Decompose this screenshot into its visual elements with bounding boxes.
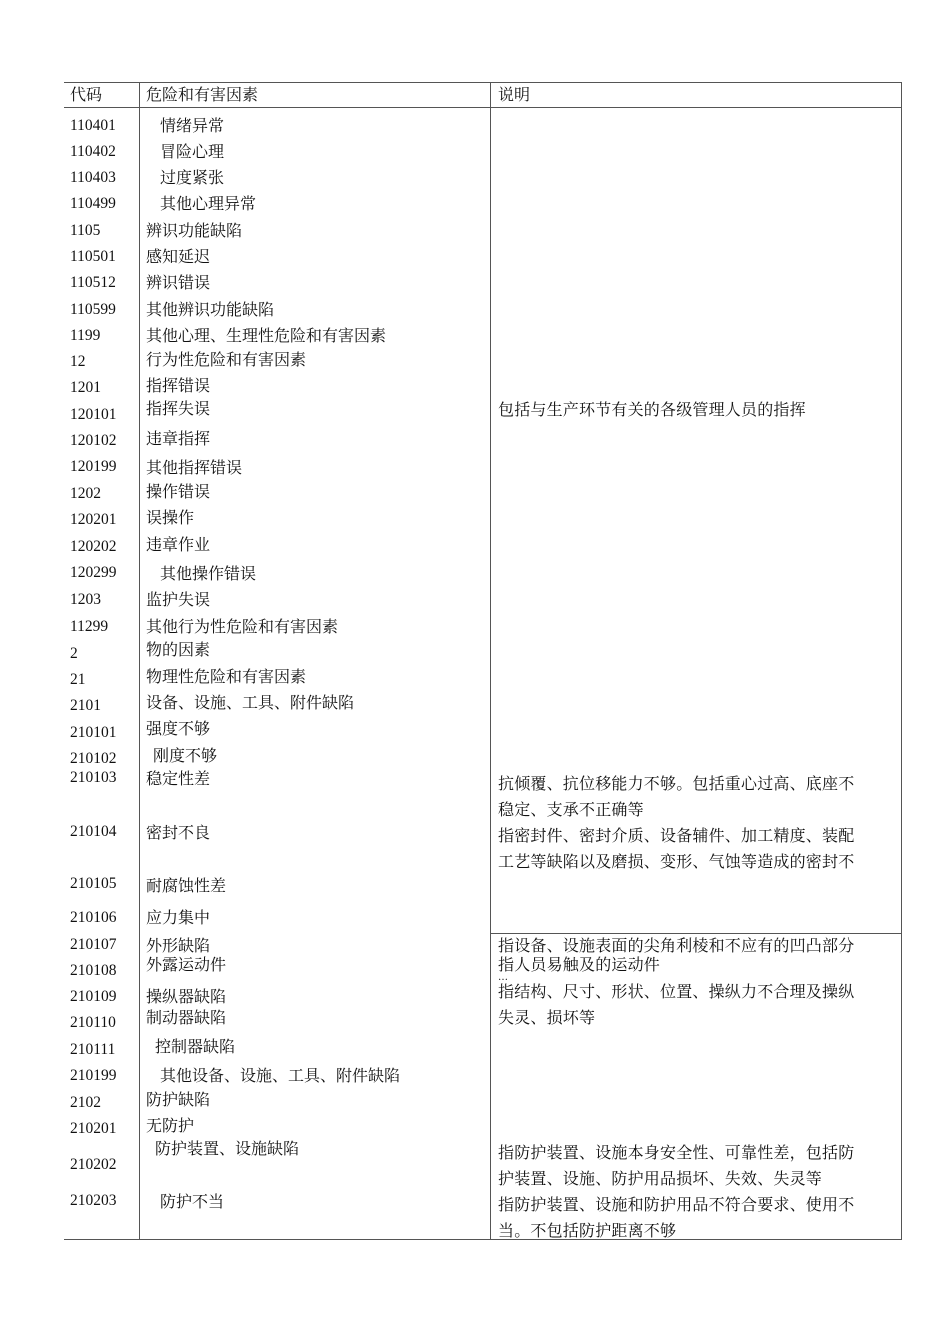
note-text: 指防护装置、设施本身安全性、可靠性差，包括防 bbox=[498, 1143, 855, 1162]
note-text: 指结构、尺寸、形状、位置、操纵力不合理及操纵 bbox=[498, 982, 855, 1001]
note-text: 当。不包括防护距离不够 bbox=[498, 1221, 677, 1240]
note-text: 护装置、设施、防护用品损坏、失效、失灵等 bbox=[498, 1169, 823, 1188]
note-text: … bbox=[498, 972, 509, 983]
row-code: 210111 bbox=[70, 1041, 116, 1058]
row-factor: 冒险心理 bbox=[160, 142, 225, 161]
row-factor: 耐腐蚀性差 bbox=[146, 876, 227, 895]
row-code: 210103 bbox=[70, 769, 117, 786]
row-factor: 过度紧张 bbox=[160, 168, 225, 187]
row-factor: 强度不够 bbox=[146, 719, 211, 738]
row-code: 210202 bbox=[70, 1156, 117, 1173]
row-factor: 操作错误 bbox=[146, 482, 211, 501]
row-code: 21 bbox=[70, 671, 86, 688]
row-factor: 监护失误 bbox=[146, 590, 211, 609]
row-factor: 感知延迟 bbox=[146, 247, 211, 266]
row-factor: 其他心理异常 bbox=[160, 194, 257, 213]
row-factor: 操纵器缺陷 bbox=[146, 987, 227, 1006]
row-factor: 辨识错误 bbox=[146, 273, 211, 292]
row-factor: 应力集中 bbox=[146, 908, 211, 927]
note-text: 失灵、损坏等 bbox=[498, 1008, 596, 1027]
row-factor: 防护缺陷 bbox=[146, 1090, 211, 1109]
row-factor: 情绪异常 bbox=[160, 116, 225, 135]
row-factor: 辨识功能缺陷 bbox=[146, 221, 243, 240]
table-top-border bbox=[64, 82, 902, 83]
row-factor: 外形缺陷 bbox=[146, 936, 211, 955]
table-bottom-border bbox=[64, 1239, 902, 1240]
row-code: 210105 bbox=[70, 875, 117, 892]
row-factor: 其他心理、生理性危险和有害因素 bbox=[146, 326, 387, 345]
row-factor: 控制器缺陷 bbox=[155, 1037, 236, 1056]
row-code: 210101 bbox=[70, 724, 117, 741]
row-factor: 密封不良 bbox=[146, 823, 211, 842]
row-code: 1201 bbox=[70, 379, 101, 396]
row-factor: 物的因素 bbox=[146, 640, 211, 659]
row-code: 210107 bbox=[70, 936, 117, 953]
row-factor: 违章指挥 bbox=[146, 429, 211, 448]
row-code: 210106 bbox=[70, 909, 117, 926]
row-code: 11299 bbox=[70, 618, 109, 635]
row-code: 110402 bbox=[70, 143, 116, 160]
note-text: 指密封件、密封介质、设备辅件、加工精度、装配 bbox=[498, 826, 855, 845]
row-factor: 行为性危险和有害因素 bbox=[146, 350, 307, 369]
row-factor: 指挥失误 bbox=[146, 399, 211, 418]
row-code: 110401 bbox=[70, 117, 116, 134]
header-bottom-border bbox=[64, 107, 902, 108]
row-code: 120299 bbox=[70, 564, 117, 581]
header-note: 说明 bbox=[498, 85, 531, 104]
row-code: 110403 bbox=[70, 169, 116, 186]
note-text: 稳定、支承不正确等 bbox=[498, 800, 644, 819]
row-factor: 误操作 bbox=[146, 508, 195, 527]
note-text: 工艺等缺陷以及磨损、变形、气蚀等造成的密封不 bbox=[498, 852, 855, 871]
header-code: 代码 bbox=[70, 85, 103, 104]
row-code: 210203 bbox=[70, 1192, 117, 1209]
row-factor: 无防护 bbox=[146, 1116, 195, 1135]
row-factor: 外露运动件 bbox=[146, 955, 227, 974]
row-factor: 指挥错误 bbox=[146, 376, 211, 395]
row-code: 1202 bbox=[70, 485, 101, 502]
row-factor: 其他行为性危险和有害因素 bbox=[146, 617, 339, 636]
row-code: 1199 bbox=[70, 327, 101, 344]
row-code: 110499 bbox=[70, 195, 116, 212]
row-code: 210201 bbox=[70, 1120, 117, 1137]
row-code: 120102 bbox=[70, 432, 117, 449]
row-code: 1105 bbox=[70, 222, 101, 239]
column-divider-2 bbox=[490, 82, 491, 1240]
row-factor: 制动器缺陷 bbox=[146, 1008, 227, 1027]
row-code: 210108 bbox=[70, 962, 117, 979]
row-code: 120201 bbox=[70, 511, 117, 528]
row-code: 110501 bbox=[70, 248, 116, 265]
row-code: 210199 bbox=[70, 1067, 117, 1084]
row-factor: 物理性危险和有害因素 bbox=[146, 667, 307, 686]
row-code: 2101 bbox=[70, 697, 101, 714]
note-cell-divider bbox=[490, 933, 902, 934]
row-code: 210109 bbox=[70, 988, 117, 1005]
row-factor: 其他辨识功能缺陷 bbox=[146, 300, 275, 319]
table-right-border bbox=[901, 82, 902, 1240]
note-text: 指人员易触及的运动件 bbox=[498, 955, 661, 974]
row-code: 120101 bbox=[70, 406, 117, 423]
row-code: 210104 bbox=[70, 823, 117, 840]
note-text: 抗倾覆、抗位移能力不够。包括重心过高、底座不 bbox=[498, 774, 855, 793]
row-code: 2 bbox=[70, 645, 78, 662]
note-text: 指设备、设施表面的尖角利棱和不应有的凹凸部分 bbox=[498, 936, 855, 955]
row-factor: 稳定性差 bbox=[146, 769, 211, 788]
row-factor: 设备、设施、工具、附件缺陷 bbox=[146, 693, 355, 712]
row-code: 110512 bbox=[70, 274, 116, 291]
row-factor: 防护装置、设施缺陷 bbox=[155, 1139, 300, 1158]
row-code: 210102 bbox=[70, 750, 117, 767]
row-code: 1203 bbox=[70, 591, 101, 608]
row-code: 12 bbox=[70, 353, 86, 370]
row-factor: 其他设备、设施、工具、附件缺陷 bbox=[160, 1066, 401, 1085]
column-divider-1 bbox=[139, 82, 140, 1240]
row-factor: 其他指挥错误 bbox=[146, 458, 243, 477]
header-factor: 危险和有害因素 bbox=[146, 85, 259, 104]
row-factor: 防护不当 bbox=[160, 1192, 225, 1211]
row-factor: 违章作业 bbox=[146, 535, 211, 554]
note-text: 指防护装置、设施和防护用品不符合要求、使用不 bbox=[498, 1195, 855, 1214]
note-text: 包括与生产环节有关的各级管理人员的指挥 bbox=[498, 400, 806, 419]
row-code: 2102 bbox=[70, 1094, 101, 1111]
row-code: 110599 bbox=[70, 301, 116, 318]
row-code: 120202 bbox=[70, 538, 117, 555]
row-factor: 刚度不够 bbox=[153, 746, 218, 765]
row-code: 120199 bbox=[70, 458, 117, 475]
row-code: 210110 bbox=[70, 1014, 116, 1031]
row-factor: 其他操作错误 bbox=[160, 564, 257, 583]
